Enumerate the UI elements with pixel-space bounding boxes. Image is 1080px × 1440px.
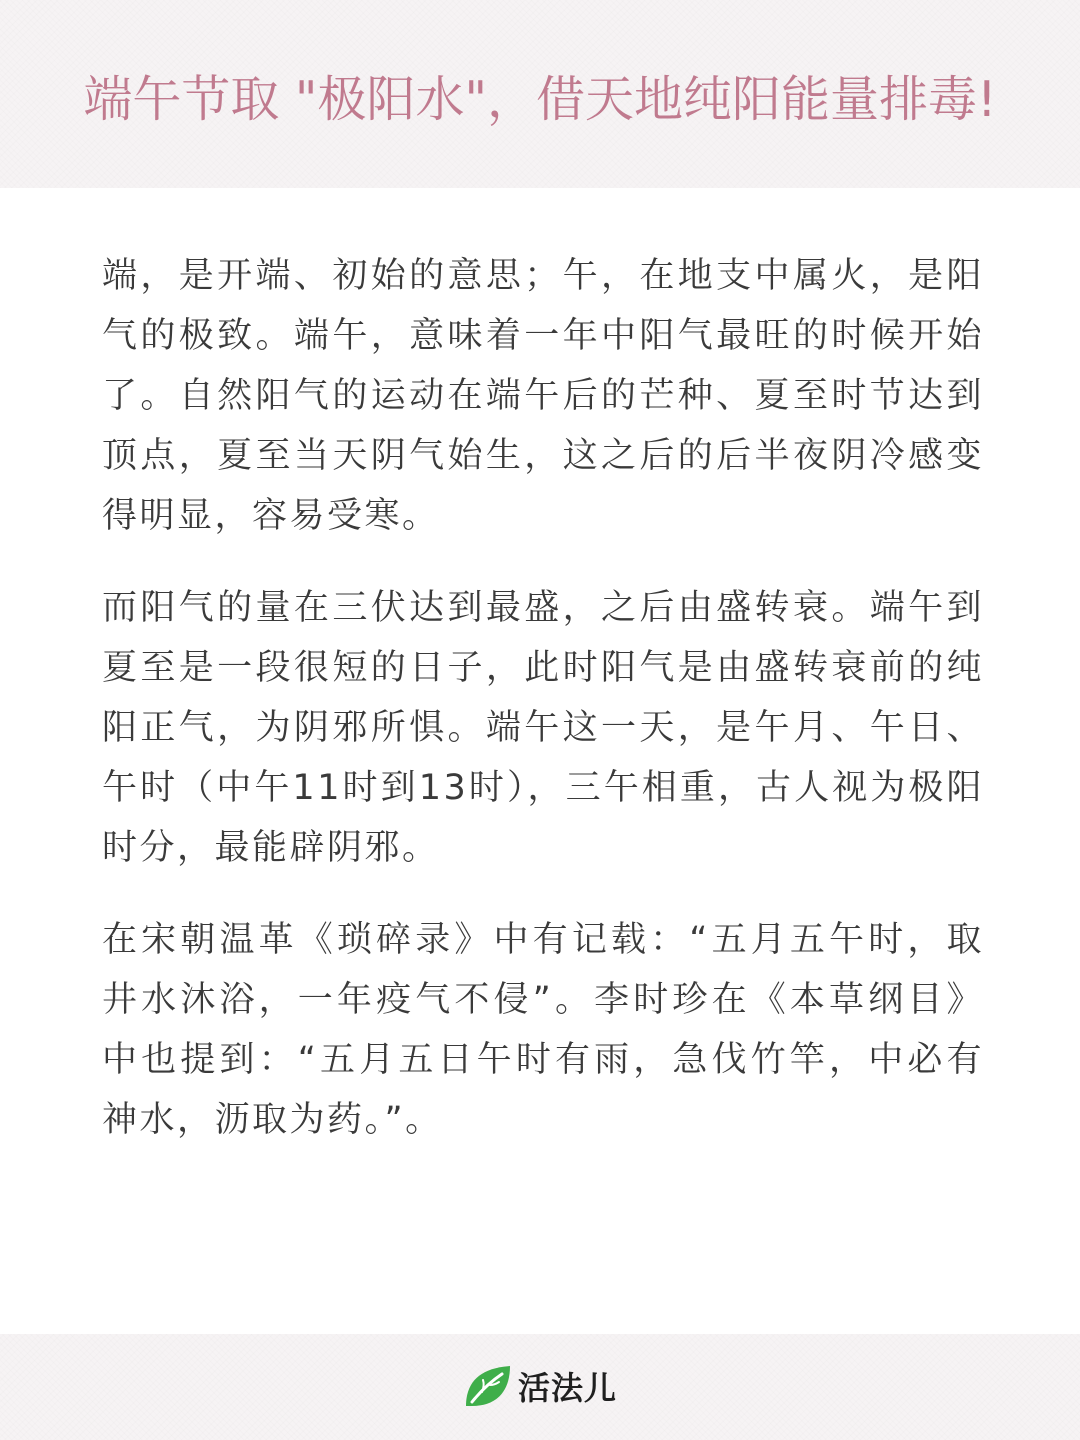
leaf-icon <box>462 1362 514 1410</box>
header-band <box>0 0 1080 188</box>
brand-name: 活法儿 <box>518 1369 618 1407</box>
paragraph-2: 而阳气的量在三伏达到最盛，之后由盛转衰。端午到夏至是一段很短的日子，此时阳气是由盛转衰前的纯阳正气，为阴邪所惧。端午这一天，是午月、午日、午时（中午11时到13时），三午相重，古人视为极阳时分，最能辟阴邪。 <box>102 588 984 868</box>
article-body <box>102 246 984 1182</box>
brand-logo <box>462 1358 617 1414</box>
paragraph-3: 在宋朝温革《琐碎录》中有记载：“五月五午时，取井水沐浴，一年疫气不侵”。李时珍在《本草纲目》中也提到：“五月五日午时有雨，急伐竹竿，中必有神水，沥取为药。”。 <box>102 920 984 1140</box>
paragraph-1: 端，是开端、初始的意思；午，在地支中属火，是阳气的极致。端午，意味着一年中阳气最旺的时候开始了。自然阳气的运动在端午后的芒种、夏至时节达到顶点，夏至当天阴气始生，这之后的后半夜阴冷感变得明显，容易受寒。 <box>102 256 984 536</box>
page-title: 端午节取 "极阳水"，借天地纯阳能量排毒! <box>83 71 997 128</box>
footer-band <box>0 1334 1080 1440</box>
